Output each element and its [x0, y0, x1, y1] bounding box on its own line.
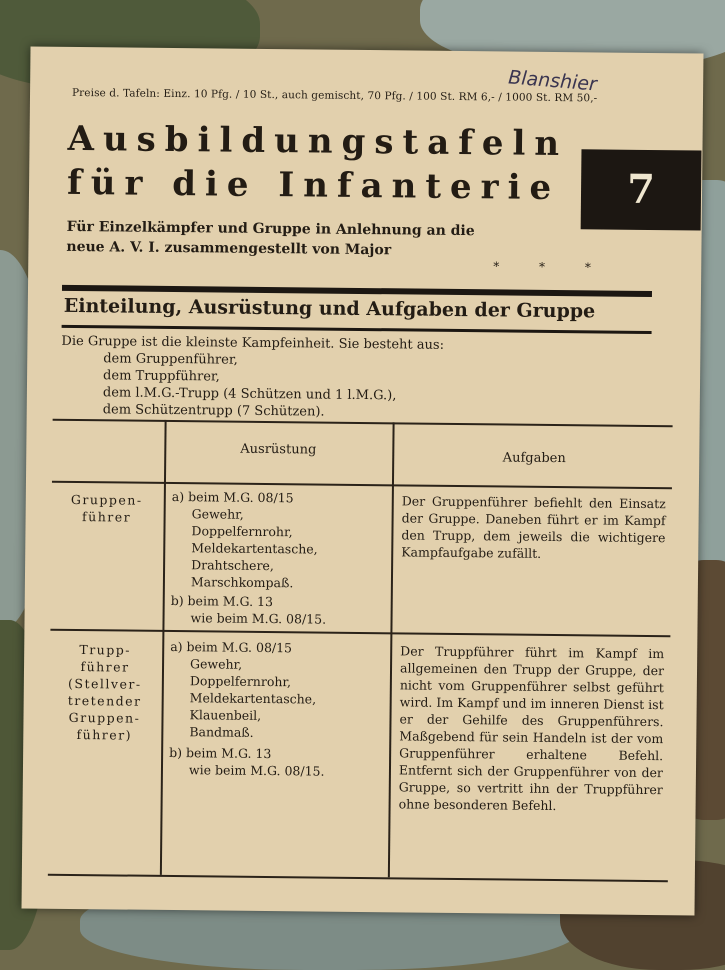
equipment-line: Gewehr, — [191, 506, 244, 522]
equipment-line: a) beim M.G. 08/15 — [171, 489, 294, 506]
equipment-line: Bandmaß. — [189, 724, 254, 740]
equipment-line: wie beim M.G. 08/15. — [190, 610, 327, 627]
intro-line: dem Truppführer, — [103, 368, 220, 385]
title-line-1: Ausbildungstafeln — [67, 118, 569, 165]
subtitle-line-1: Für Einzelkämpfer und Gruppe in Anlehnung an die — [66, 218, 475, 240]
handwritten-note: Blanshier — [507, 66, 598, 96]
equipment-line: b) beim M.G. 13 — [169, 744, 272, 762]
equipment-line: Meldekartentasche, — [189, 690, 317, 707]
equipment-line: Gewehr, — [189, 656, 243, 672]
equipment-cell-squad-leader — [169, 638, 385, 780]
heading-rule-bottom — [62, 325, 652, 334]
table-column-rule — [388, 422, 394, 877]
plate-number-badge: 7 — [581, 149, 702, 230]
price-line: Preise d. Tafeln: Einz. 10 Pfg. / 10 St., auch gemischt, 70 Pfg. / 100 St. RM 6,- / 1000 St. RM 50,- — [71, 86, 598, 105]
role-cell-group-leader — [52, 491, 162, 526]
equipment-line: wie beim M.G. 08/15. — [188, 762, 325, 779]
equipment-line: Doppelfernrohr, — [189, 673, 292, 690]
equipment-line: Meldekartentasche, — [191, 540, 318, 557]
equipment-line: a) beim M.G. 08/15 — [170, 638, 293, 656]
table-column-rule — [160, 420, 166, 875]
section-heading: Einteilung, Ausrüstung und Aufgaben der Gruppe — [63, 294, 596, 323]
intro-line: Die Gruppe ist die kleinste Kampfeinheit. Sie besteht aus: — [61, 333, 445, 353]
header-tasks: Aufgaben — [502, 450, 566, 467]
intro-line: dem Schützentrupp (7 Schützen). — [102, 402, 325, 420]
subtitle-line-2: neue A. V. I. zusammengestellt von Major — [66, 238, 392, 259]
role-line: (Stellver- — [68, 675, 142, 692]
role-line: Gruppen- — [70, 491, 143, 508]
training-sheet — [22, 46, 704, 915]
equipment-line: b) beim M.G. 13 — [170, 592, 274, 610]
equipment-line: Klauenbeil, — [189, 707, 262, 723]
duties-table — [48, 419, 673, 885]
author-stars: * * * — [493, 259, 609, 275]
page-title — [67, 117, 568, 210]
role-cell-squad-leader — [49, 641, 160, 744]
role-line: Gruppen- — [68, 709, 141, 726]
intro-line: dem l.M.G.-Trupp (4 Schützen und 1 l.M.G.), — [102, 385, 397, 404]
equipment-line: Marschkompaß. — [190, 574, 294, 591]
task-cell-squad-leader: Der Truppführer führt im Kampf im allgemeinen den Trupp der Gruppe, der nicht vom Gruppenführer selbst geführt wird. Im Kampf und im inneren Dienst ist er der Gehilfe des Gruppenführers. Maßgebend für sein Handeln ist der vom Gruppenführer erhaltene Befehl. Entfernt sich der Gruppenführer von der Gruppe, so vertritt ihn der Truppführer ohne besonderen Befehl. — [398, 643, 665, 814]
header-equipment: Ausrüstung — [240, 441, 317, 458]
table-rule — [48, 874, 668, 882]
equipment-cell-group-leader — [170, 488, 386, 628]
title-line-2: für die Infanterie — [66, 162, 561, 209]
role-line: tretender — [67, 692, 142, 709]
table-rule — [50, 629, 670, 637]
role-line: Trupp- — [79, 642, 132, 658]
role-line: führer — [80, 659, 130, 675]
subtitle — [66, 217, 586, 262]
equipment-line: Doppelfernrohr, — [191, 523, 293, 540]
role-line: führer) — [76, 727, 133, 743]
task-cell-group-leader: Der Gruppenführer befiehlt den Einsatz der Gruppe. Daneben führt er im Kampf den Trupp, dem jeweils die wichtigere Kampfaufgabe zufällt. — [401, 493, 666, 561]
intro-text — [61, 333, 662, 424]
role-line: führer — [81, 509, 132, 525]
equipment-line: Drahtschere, — [191, 557, 274, 574]
intro-line: dem Gruppenführer, — [103, 351, 238, 368]
table-rule — [52, 481, 672, 489]
